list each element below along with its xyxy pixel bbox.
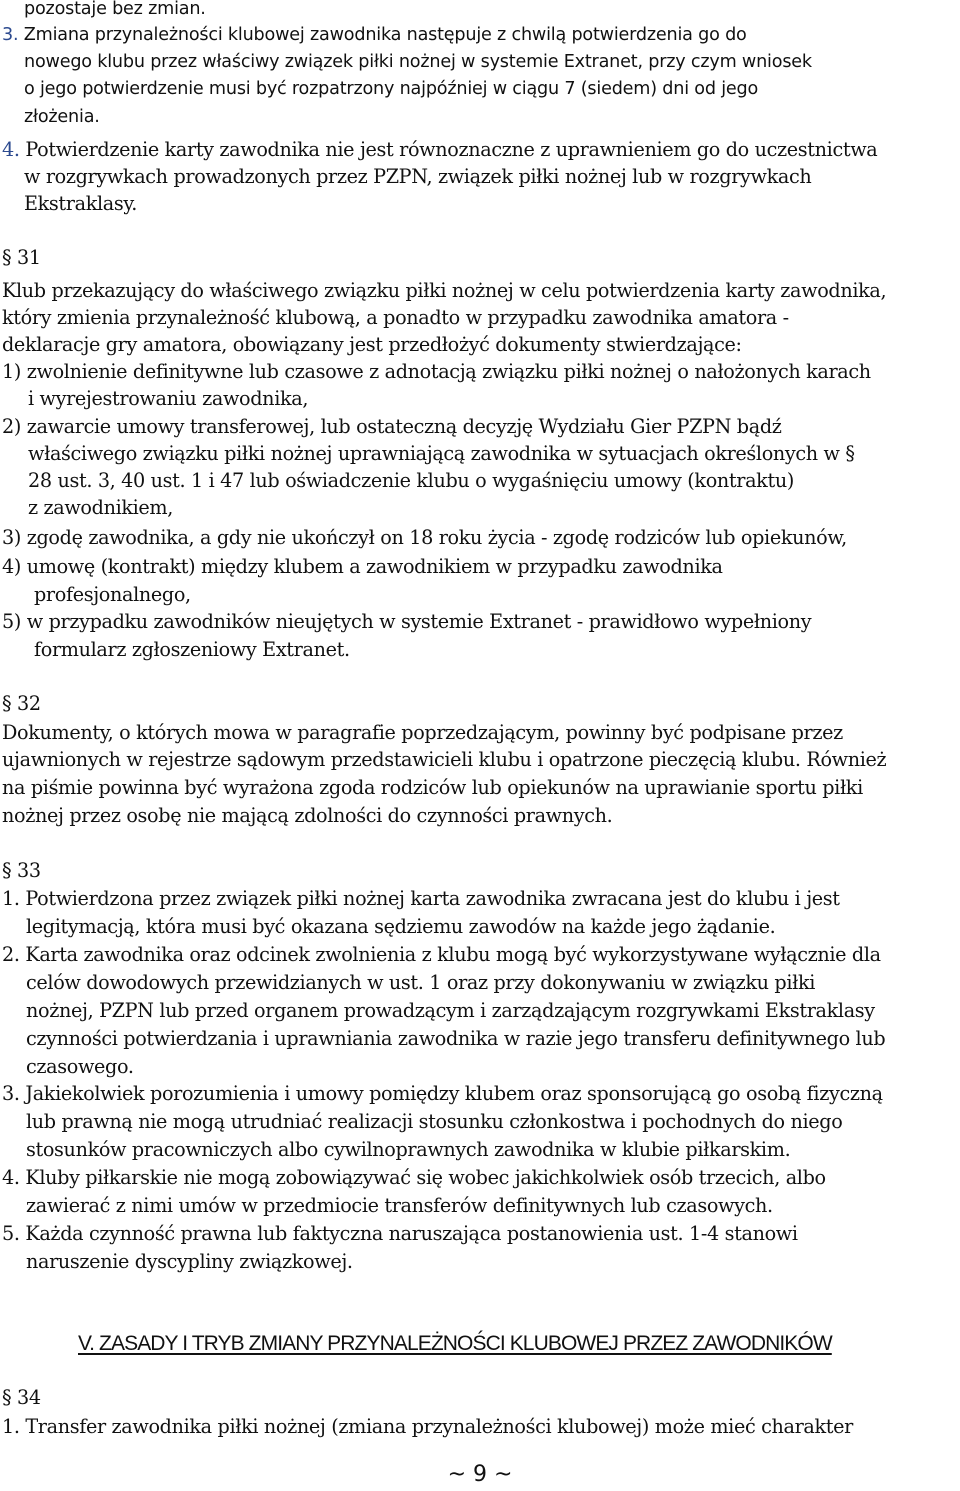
- text-line: złożenia.: [24, 107, 100, 127]
- text-line: 28 ust. 3, 40 ust. 1 i 47 lub oświadczenie klubu o wygaśnięciu umowy (kontraktu): [28, 469, 794, 492]
- text-line: lub prawną nie mogą utrudniać realizacji stosunku członkostwa i pochodnych do niego: [26, 1110, 843, 1133]
- section-title-32: § 32: [2, 692, 41, 715]
- item-number: 3.: [2, 25, 19, 45]
- text-line: Dokumenty, o których mowa w paragrafie poprzedzającym, powinny być podpisane przez: [2, 721, 843, 744]
- text-line: formularz zgłoszeniowy Extranet.: [34, 638, 350, 661]
- text-line: czynności potwierdzania i uprawniania zawodnika w razie jego transferu definitywnego lub: [26, 1027, 886, 1050]
- list-item: 1. Transfer zawodnika piłki nożnej (zmiana przynależności klubowej) może mieć charakter: [2, 1415, 853, 1438]
- chapter-heading: V. ZASADY I TRYB ZMIANY PRZYNALEŻNOŚCI KLUBOWEJ PRZEZ ZAWODNIKÓW: [78, 1332, 832, 1355]
- text-line: w rozgrywkach prowadzonych przez PZPN, związek piłki nożnej lub w rozgrywkach: [24, 165, 812, 188]
- text-line: nowego klubu przez właściwy związek piłki nożnej w systemie Extranet, przy czym wniosek: [24, 52, 812, 72]
- list-item: 3. Jakiekolwiek porozumienia i umowy pomiędzy klubem oraz sponsorującą go osobą fizyczną: [2, 1082, 883, 1105]
- list-item: 5. Każda czynność prawna lub faktyczna naruszająca postanowienia ust. 1-4 stanowi: [2, 1222, 798, 1245]
- item-number: 4.: [2, 138, 20, 161]
- text-line: stosunków pracowniczych albo cywilnoprawnych zawodnika w klubie piłkarskim.: [26, 1138, 791, 1161]
- list-item: 1) zwolnienie definitywne lub czasowe z adnotacją związku piłki nożnej o nałożonych karach: [2, 360, 871, 383]
- list-item: 1. Potwierdzona przez związek piłki nożnej karta zawodnika zwracana jest do klubu i jest: [2, 887, 840, 910]
- text-line: czasowego.: [26, 1055, 134, 1078]
- text-line: Ekstraklasy.: [24, 192, 138, 215]
- text-line: który zmienia przynależność klubową, a ponadto w przypadku zawodnika amatora -: [2, 306, 789, 329]
- text-line: i wyrejestrowaniu zawodnika,: [28, 387, 309, 410]
- list-item-4: [2, 137, 877, 163]
- text-line: ujawnionych w rejestrze sądowym przedstawicieli klubu i opatrzone pieczęcią klubu. Również: [2, 748, 887, 771]
- text-line: Zmiana przynależności klubowej zawodnika następuje z chwilą potwierdzenia go do: [18, 25, 747, 45]
- text-line: Klub przekazujący do właściwego związku piłki nożnej w celu potwierdzenia karty zawodnika,: [2, 279, 887, 302]
- list-item: 2. Karta zawodnika oraz odcinek zwolnienia z klubu mogą być wykorzystywane wyłącznie dla: [2, 943, 881, 966]
- text-line: legitymacją, która musi być okazana sędziemu zawodów na każde jego żądanie.: [26, 915, 776, 938]
- text-line: na piśmie powinna być wyrażona zgoda rodziców lub opiekunów na uprawianie sportu piłki: [2, 776, 863, 799]
- text-line: zawierać z nimi umów w przedmiocie transferów definitywnych lub czasowych.: [26, 1194, 773, 1217]
- list-item-3: [2, 22, 747, 48]
- text-line: profesjonalnego,: [34, 583, 191, 606]
- text-line: nożnej przez osobę nie mającą zdolności do czynności prawnych.: [2, 804, 613, 827]
- list-item: 4. Kluby piłkarskie nie mogą zobowiązywać się wobec jakichkolwiek osób trzecich, albo: [2, 1166, 826, 1189]
- text-line: Potwierdzenie karty zawodnika nie jest równoznaczne z uprawnieniem go do uczestnictwa: [19, 138, 878, 161]
- text-line: właściwego związku piłki nożnej uprawniającą zawodnika w sytuacjach określonych w §: [28, 442, 855, 465]
- list-item: 3) zgodę zawodnika, a gdy nie ukończył on 18 roku życia - zgodę rodziców lub opiekunów,: [2, 526, 847, 549]
- text-line: celów dowodowych przewidzianych w ust. 1 oraz przy dokonywaniu w związku piłki: [26, 971, 816, 994]
- section-title-31: § 31: [2, 246, 41, 269]
- list-item: 5) w przypadku zawodników nieujętych w systemie Extranet - prawidłowo wypełniony: [2, 610, 812, 633]
- text-line: deklaracje gry amatora, obowiązany jest przedłożyć dokumenty stwierdzające:: [2, 333, 742, 356]
- section-title-33: § 33: [2, 859, 41, 882]
- text-line: o jego potwierdzenie musi być rozpatrzony najpóźniej w ciągu 7 (siedem) dni od jego: [24, 79, 759, 99]
- text-line: nożnej, PZPN lub przed organem prowadzącym i zarządzającym rozgrywkami Ekstraklasy: [26, 999, 875, 1022]
- section-title-34: § 34: [2, 1386, 41, 1409]
- page-number: ~ 9 ~: [447, 1462, 513, 1487]
- text-line: z zawodnikiem,: [28, 496, 174, 519]
- list-item: 2) zawarcie umowy transferowej, lub ostateczną decyzję Wydziału Gier PZPN bądź: [2, 415, 782, 438]
- text-line: pozostaje bez zmian.: [24, 0, 206, 19]
- list-item: 4) umowę (kontrakt) między klubem a zawodnikiem w przypadku zawodnika: [2, 555, 723, 578]
- text-line: naruszenie dyscypliny związkowej.: [26, 1250, 353, 1273]
